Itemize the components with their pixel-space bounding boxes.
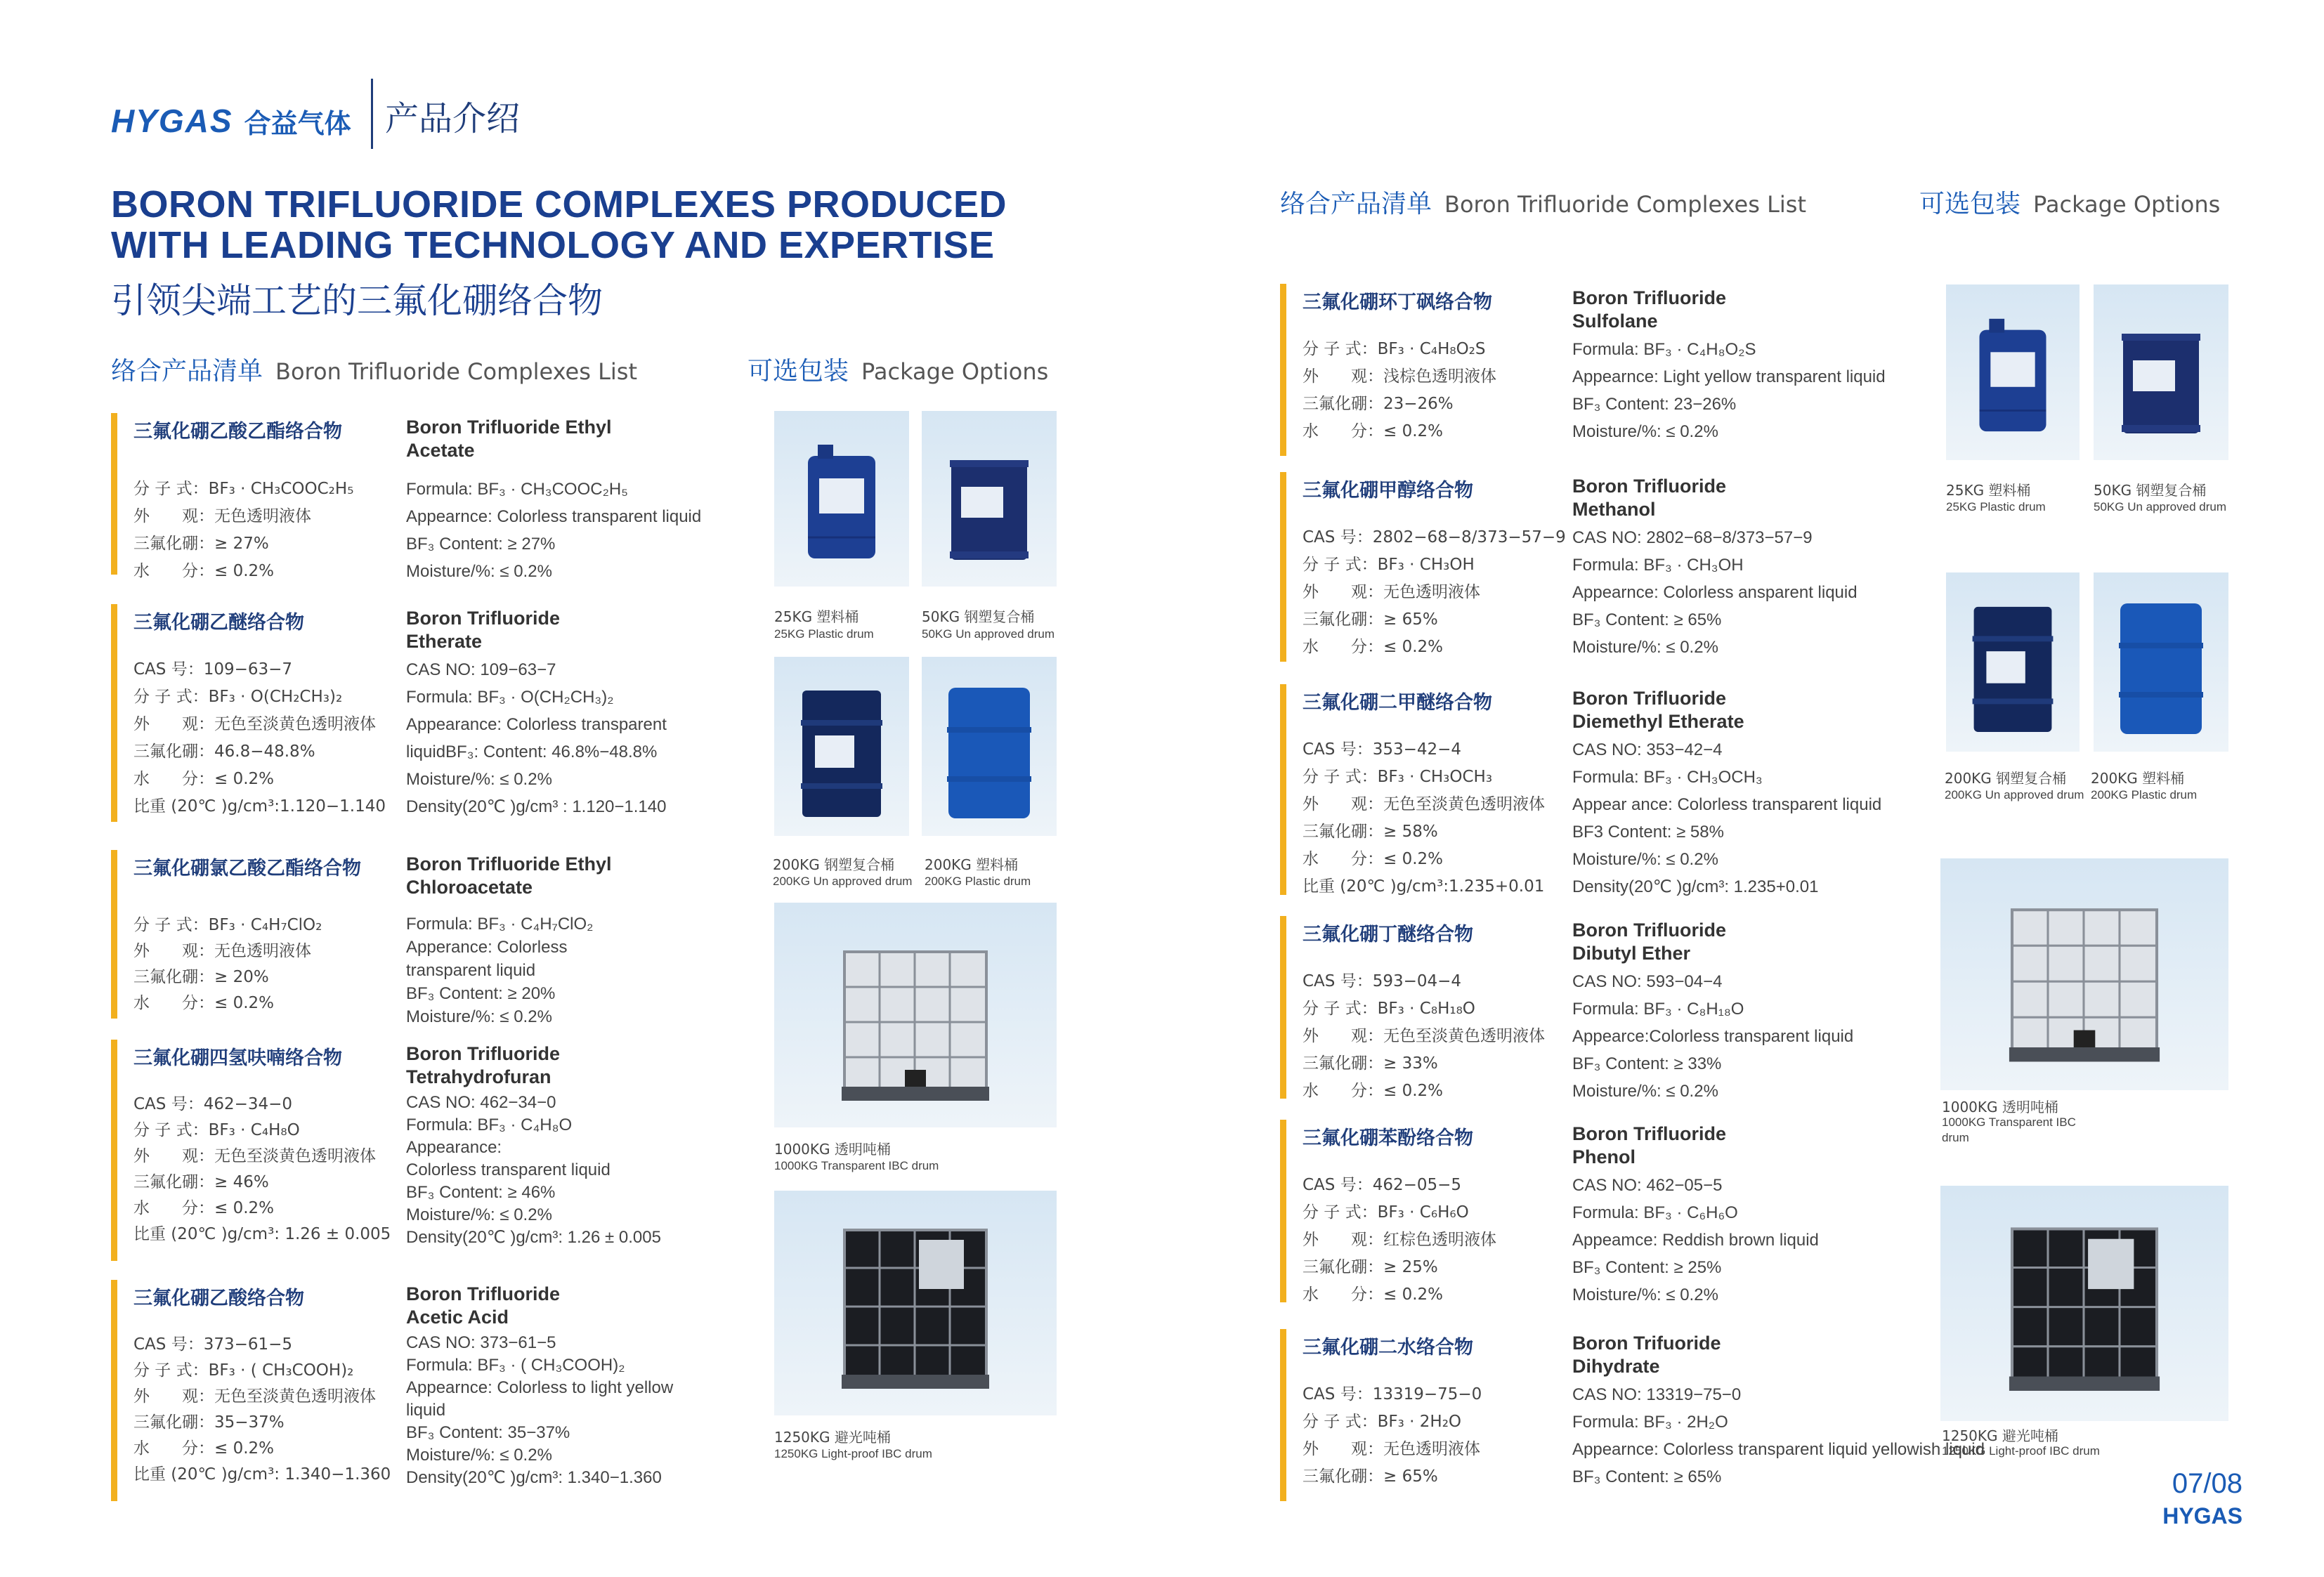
spec-row-en: CAS NO: 353−42−4 [1572, 740, 1723, 759]
spec-row-cn: 比重 (20℃ )g/cm³:1.235+0.01 [1303, 877, 1545, 896]
product-block [111, 416, 757, 581]
product-title-en [406, 1283, 560, 1329]
product-specs-cn [133, 656, 386, 820]
spec-row-en: Appearnce: Colorless transparent liquid yellowish liquid [1572, 1440, 1985, 1459]
package-image-200kg-plastic [922, 657, 1057, 836]
spec-row-en: Formula: BF₃ · CH₃COOC₂H₅ [406, 480, 628, 499]
package-caption-en: 200KG Plastic drum [925, 875, 1031, 888]
accent-bar [111, 850, 117, 1019]
spec-row-cn: 外 观：浅棕色透明液体 [1303, 367, 1496, 386]
spec-row-cn: CAS 号：109−63−7 [133, 660, 293, 679]
spec-row-en: BF₃ Content: ≥ 65% [1572, 610, 1722, 629]
spec-row-en: Formula: BF₃ · C₄H₈O₂S [1572, 340, 1756, 359]
spec-row-cn: 水 分：≤ 0.2% [1303, 850, 1444, 868]
spec-row-en: BF₃ Content: ≥ 46% [406, 1183, 556, 1202]
package-caption-en: 25KG Plastic drum [774, 627, 874, 641]
spec-row-en: Density(20℃ )g/cm³ : 1.120−1.140 [406, 797, 667, 816]
spec-row-cn: CAS 号：353−42−4 [1303, 740, 1462, 759]
spec-row-en: BF₃ Content: ≥ 27% [406, 535, 556, 554]
package-caption-en: drum [1942, 1131, 1969, 1144]
spec-row-cn: 三氟化硼：≥ 25% [1303, 1258, 1438, 1276]
spec-row-en: Appearce:Colorless transparent liquid [1572, 1027, 1854, 1046]
accent-bar [1280, 284, 1286, 456]
product-title-en [1572, 687, 1744, 733]
product-specs-en [1572, 524, 1858, 661]
accent-bar [1280, 472, 1286, 662]
spec-row-en: Appearance: [406, 1138, 502, 1157]
spec-row-en: CAS NO: 373−61−5 [406, 1333, 556, 1352]
spec-row-cn: 比重 (20℃ )g/cm³: 1.340−1.360 [133, 1465, 391, 1484]
headline-cn: 引领尖端工艺的三氟化硼络合物 [111, 280, 603, 321]
spec-row-cn: 水 分：≤ 0.2% [133, 770, 275, 788]
spec-row-cn: 外 观：红棕色透明液体 [1303, 1231, 1496, 1249]
spec-row-cn: 分 子 式：BF₃ · 2H₂O [1303, 1413, 1462, 1431]
spec-row-en: CAS NO: 109−63−7 [406, 660, 556, 679]
spec-row-en: BF₃ Content: ≥ 33% [1572, 1054, 1722, 1073]
package-header-cn: 可选包装 [1919, 190, 2021, 218]
package-header-left [748, 351, 1048, 387]
spec-row-cn: 三氟化硼：23−26% [1303, 395, 1454, 413]
spec-row-en: CAS NO: 2802−68−8/373−57−9 [1572, 528, 1813, 547]
product-title-en-line: Boron Trifluoride Ethyl [406, 417, 612, 438]
package-caption-cn: 1000KG 透明吨桶 [774, 1141, 891, 1158]
header-divider [371, 79, 373, 149]
spec-row-en: CAS NO: 13319−75−0 [1572, 1385, 1742, 1404]
spec-row-cn: 外 观：无色透明液体 [1303, 583, 1480, 601]
package-image-1250kg-ibc [774, 1191, 1057, 1415]
product-specs-cn [1303, 1381, 1482, 1491]
product-specs-en [1572, 336, 1886, 445]
package-image-200kg-plastic [2094, 572, 2228, 752]
spec-row-en: Appearnce: Colorless ansparent liquid [1572, 583, 1858, 602]
product-specs-cn [133, 1092, 391, 1248]
spec-row-cn: 水 分：≤ 0.2% [133, 1199, 275, 1217]
spec-row-cn: 三氟化硼：≥ 58% [1303, 823, 1438, 841]
spec-row-en: Moisture/%: ≤ 0.2% [406, 562, 552, 581]
spec-row-en: transparent liquid [406, 961, 536, 980]
spec-row-cn: 三氟化硼：≥ 65% [1303, 1467, 1438, 1486]
list-header-en: Boron Trifluoride Complexes List [1444, 191, 1806, 218]
product-specs-en [406, 912, 593, 1028]
headline [111, 184, 1007, 266]
spec-row-en: Moisture/%: ≤ 0.2% [1572, 638, 1718, 657]
product-title-en-line: Acetate [406, 440, 475, 461]
product-title-cn: 三氟化硼环丁砜络合物 [1303, 292, 1492, 313]
spec-row-en: BF₃ Content: 35−37% [406, 1423, 570, 1442]
product-title-en-line: Boron Trifluoride [1572, 287, 1726, 308]
product-title-cn: 三氟化硼二水络合物 [1303, 1337, 1473, 1359]
product-block [111, 607, 757, 825]
spec-row-cn: 外 观：无色透明液体 [133, 507, 311, 525]
package-caption-en: 25KG Plastic drum [1946, 500, 2046, 513]
spec-row-en: Formula: BF₃ · 2H₂O [1572, 1413, 1728, 1432]
product-specs-en [1572, 968, 1853, 1105]
list-header-cn: 络合产品清单 [111, 357, 263, 386]
spec-row-cn: 三氟化硼：≥ 33% [1303, 1054, 1438, 1073]
list-header-left [111, 351, 637, 387]
product-title-en-line: Dihydrate [1572, 1356, 1660, 1377]
spec-row-cn: 分 子 式：BF₃ · CH₃OCH₃ [1303, 768, 1493, 786]
spec-row-cn: 水 分：≤ 0.2% [1303, 638, 1444, 656]
package-caption-en: 1250KG Light-proof IBC drum [1942, 1444, 2100, 1458]
product-title-en-line: Chloroacetate [406, 877, 533, 898]
product-title-en-line: Etherate [406, 631, 483, 652]
list-header-cn: 络合产品清单 [1280, 190, 1432, 218]
spec-row-cn: CAS 号：373−61−5 [133, 1335, 293, 1354]
spec-row-cn: 分 子 式：BF₃ · CH₃OH [1303, 556, 1475, 574]
list-header-right [1280, 184, 1806, 220]
package-caption-cn: 200KG 塑料桶 [2091, 770, 2185, 787]
package-caption-en: 50KG Un approved drum [2094, 500, 2226, 513]
package-header-cn: 可选包装 [748, 357, 849, 386]
package-caption-cn: 1000KG 透明吨桶 [1942, 1099, 2058, 1115]
product-title-en-line: Sulfolane [1572, 310, 1658, 332]
product-specs-en [406, 1092, 661, 1249]
package-header-en: Package Options [861, 358, 1049, 385]
spec-row-cn: 水 分：≤ 0.2% [133, 562, 275, 580]
product-specs-cn [133, 1332, 391, 1488]
spec-row-en: Density(20℃ )g/cm³: 1.235+0.01 [1572, 877, 1819, 896]
spec-row-cn: 三氟化硼：46.8−48.8% [133, 742, 315, 761]
package-caption-cn: 200KG 钢塑复合桶 [1945, 770, 2067, 787]
spec-row-cn: 三氟化硼：35−37% [133, 1413, 285, 1432]
product-specs-cn [133, 912, 322, 1016]
spec-row-en: Formula: BF₃ · C₄H₈O [406, 1115, 573, 1134]
product-title-en-line: Phenol [1572, 1146, 1636, 1167]
package-image-50kg [922, 411, 1057, 587]
spec-row-en: Formula: BF₃ · CH₃OCH₃ [1572, 768, 1763, 787]
package-image-1250kg-ibc [1940, 1186, 2228, 1421]
package-caption-cn: 200KG 塑料桶 [925, 856, 1019, 873]
spec-row-cn: 分 子 式：BF₃ · O(CH₂CH₃)₂ [133, 688, 343, 706]
product-title-en-line: Boron Trifluoride [1572, 688, 1726, 709]
spec-row-en: Formula: BF₃ · C₈H₁₈O [1572, 1000, 1744, 1019]
product-specs-en [1572, 1381, 1985, 1491]
product-specs-cn [1303, 1172, 1496, 1309]
package-image-200kg-steel [774, 657, 909, 836]
product-title-en [406, 607, 560, 653]
spec-row-cn: 比重 (20℃ )g/cm³:1.120−1.140 [133, 797, 386, 816]
spec-row-en: CAS NO: 462−34−0 [406, 1093, 556, 1112]
logo-text-en: HYGAS [111, 103, 233, 139]
spec-row-cn: 分 子 式：BF₃ · C₈H₁₈O [1303, 1000, 1475, 1018]
product-title-cn: 三氟化硼乙酸络合物 [133, 1288, 304, 1309]
package-image-25kg [1946, 284, 2080, 460]
spec-row-cn: 三氟化硼：≥ 20% [133, 968, 269, 986]
package-image-1000kg-ibc [1940, 858, 2228, 1090]
spec-row-en: Appearnce: Light yellow transparent liquid [1572, 367, 1886, 386]
package-header-en: Package Options [2033, 191, 2221, 218]
spec-row-en: Formula: BF₃ · C₆H₆O [1572, 1203, 1738, 1222]
product-title-en-line: Boron Trifluoride [1572, 920, 1726, 941]
list-header-en: Boron Trifluoride Complexes List [275, 358, 637, 385]
spec-row-en: Colorless transparent liquid [406, 1160, 611, 1179]
package-caption-en: 1000KG Transparent IBC [1942, 1115, 2076, 1129]
product-block [1280, 287, 1926, 459]
spec-row-en: Moisture/%: ≤ 0.2% [1572, 1082, 1718, 1101]
product-specs-en [1572, 736, 1881, 901]
spec-row-en: Appear ance: Colorless transparent liquid [1572, 795, 1882, 814]
spec-row-cn: 三氟化硼：≥ 65% [1303, 610, 1438, 629]
product-title-en [406, 416, 612, 462]
spec-row-en: Apperance: Colorless [406, 938, 568, 957]
spec-row-en: Appeamce: Reddish brown liquid [1572, 1231, 1819, 1250]
spec-row-cn: CAS 号：2802−68−8/373−57−9 [1303, 528, 1566, 547]
spec-row-cn: 分 子 式：BF₃ · ( CH₃COOH)₂ [133, 1361, 354, 1380]
product-title-cn: 三氟化硼乙醚络合物 [133, 612, 304, 634]
product-specs-cn [1303, 336, 1496, 445]
product-specs-cn [1303, 736, 1545, 901]
product-specs-cn [133, 476, 353, 585]
product-specs-en [1572, 1172, 1819, 1309]
product-title-cn: 三氟化硼二甲醚络合物 [1303, 692, 1492, 714]
product-title-cn: 三氟化硼甲醇络合物 [1303, 480, 1473, 502]
package-caption-cn: 50KG 钢塑复合桶 [2094, 482, 2207, 499]
spec-row-cn: 外 观：无色至淡黄色透明液体 [1303, 795, 1545, 813]
package-caption-cn: 1250KG 避光吨桶 [1942, 1427, 2058, 1444]
spec-row-en: Formula: BF₃ · C₄H₇ClO₂ [406, 915, 594, 934]
spec-row-en: Density(20℃ )g/cm³: 1.340−1.360 [406, 1468, 662, 1487]
package-header-right [1919, 184, 2220, 220]
spec-row-cn: 比重 (20℃ )g/cm³: 1.26 ± 0.005 [133, 1225, 391, 1243]
spec-row-en: Moisture/%: ≤ 0.2% [406, 1205, 552, 1224]
spec-row-cn: 外 观：无色至淡黄色透明液体 [133, 1147, 376, 1165]
spec-row-cn: 外 观：无色至淡黄色透明液体 [133, 715, 376, 733]
product-title-en-line: Boron Trifluoride [1572, 1123, 1726, 1144]
spec-row-en: Moisture/%: ≤ 0.2% [1572, 850, 1718, 869]
package-caption-cn: 25KG 塑料桶 [774, 608, 859, 625]
product-title-en-line: Boron Trifluoride [406, 1283, 560, 1304]
product-block [1280, 687, 1926, 898]
product-title-cn: 三氟化硼苯酚络合物 [1303, 1127, 1473, 1149]
spec-row-cn: 外 观：无色透明液体 [1303, 1440, 1480, 1458]
spec-row-cn: CAS 号：462−34−0 [133, 1095, 293, 1113]
package-caption-en: 200KG Un approved drum [1945, 788, 2084, 801]
package-caption-cn: 200KG 钢塑复合桶 [773, 856, 895, 873]
spec-row-en: CAS NO: 462−05−5 [1572, 1176, 1723, 1195]
logo [111, 100, 351, 142]
spec-row-en: Moisture/%: ≤ 0.2% [1572, 1285, 1718, 1304]
spec-row-en: Moisture/%: ≤ 0.2% [406, 1007, 552, 1026]
package-image-50kg [2094, 284, 2228, 460]
headline-line-1: BORON TRIFLUORIDE COMPLEXES PRODUCED [111, 183, 1007, 225]
spec-row-cn: 三氟化硼：≥ 46% [133, 1173, 269, 1191]
spec-row-en: Appearnce: Colorless to light yellow [406, 1378, 674, 1397]
spec-row-en: Density(20℃ )g/cm³: 1.26 ± 0.005 [406, 1228, 661, 1247]
spec-row-cn: 外 观：无色透明液体 [133, 942, 311, 960]
spec-row-cn: CAS 号：13319−75−0 [1303, 1385, 1482, 1403]
spec-row-cn: 水 分：≤ 0.2% [133, 1439, 275, 1458]
spec-row-cn: CAS 号：462−05−5 [1303, 1176, 1462, 1194]
spec-row-en: BF₃ Content: ≥ 25% [1572, 1258, 1722, 1277]
product-title-en-line: Boron Trifluoride [406, 1043, 560, 1064]
spec-row-en: Appearnce: Colorless transparent liquid [406, 507, 702, 526]
accent-bar [1280, 1329, 1286, 1501]
accent-bar [1280, 684, 1286, 895]
product-title-cn: 三氟化硼乙酸乙酯络合物 [133, 421, 342, 443]
product-title-en-line: Methanol [1572, 499, 1656, 520]
product-title-en-line: Boron Trifluoride [1572, 476, 1726, 497]
accent-bar [111, 1040, 117, 1261]
accent-bar [1280, 916, 1286, 1099]
spec-row-cn: 分 子 式：BF₃ · C₄H₈O₂S [1303, 340, 1486, 358]
accent-bar [111, 1280, 117, 1501]
product-title-en [406, 853, 612, 899]
spec-row-en: Moisture/%: ≤ 0.2% [1572, 422, 1718, 441]
spec-row-cn: 分 子 式：BF₃ · C₄H₇ClO₂ [133, 916, 322, 934]
spec-row-cn: 水 分：≤ 0.2% [133, 994, 275, 1012]
spec-row-en: Moisture/%: ≤ 0.2% [406, 770, 552, 789]
package-caption-cn: 1250KG 避光吨桶 [774, 1429, 891, 1446]
product-title-en-line: Boron Trifluoride Ethyl [406, 853, 612, 875]
product-title-en [1572, 1332, 1721, 1378]
product-title-cn: 三氟化硼氯乙酸乙酯络合物 [133, 858, 361, 879]
spec-row-cn: 分 子 式：BF₃ · C₆H₆O [1303, 1203, 1469, 1222]
spec-row-cn: 三氟化硼：≥ 27% [133, 535, 269, 553]
spec-row-en: BF₃ Content: ≥ 20% [406, 984, 556, 1003]
spec-row-en: Moisture/%: ≤ 0.2% [406, 1446, 552, 1465]
product-title-en-line: Tetrahydrofuran [406, 1066, 551, 1087]
package-caption-cn: 50KG 钢塑复合桶 [922, 608, 1035, 625]
product-specs-en [406, 656, 667, 820]
product-title-en-line: Acetic Acid [406, 1307, 509, 1328]
product-block [111, 853, 757, 1026]
product-block [1280, 1332, 1985, 1504]
spec-row-en: Formula: BF₃ · CH₃OH [1572, 556, 1744, 575]
package-image-25kg [774, 411, 909, 587]
spec-row-cn: 水 分：≤ 0.2% [1303, 1082, 1444, 1100]
spec-row-en: Appearance: Colorless transparent [406, 715, 667, 734]
accent-bar [111, 413, 117, 575]
spec-row-en: liquid [406, 1401, 446, 1420]
section-title: 产品介绍 [385, 99, 521, 138]
product-block [1280, 1123, 1926, 1305]
spec-row-cn: 分 子 式：BF₃ · CH₃COOC₂H₅ [133, 480, 354, 498]
spec-row-cn: 分 子 式：BF₃ · C₄H₈O [133, 1121, 300, 1139]
spec-row-cn: 水 分：≤ 0.2% [1303, 422, 1444, 440]
logo-text-cn: 合益气体 [244, 107, 351, 139]
spec-row-en: BF3 Content: ≥ 58% [1572, 823, 1724, 842]
product-specs-en [406, 476, 701, 585]
package-caption-cn: 25KG 塑料桶 [1946, 482, 2031, 499]
product-block [111, 1042, 757, 1264]
spec-row-cn: CAS 号：593−04−4 [1303, 972, 1462, 990]
spec-row-en: liquidBF₃: Content: 46.8%−48.8% [406, 742, 658, 761]
product-title-en [1572, 919, 1726, 965]
product-specs-cn [1303, 968, 1545, 1105]
product-block [1280, 919, 1926, 1101]
package-caption-en: 200KG Plastic drum [2091, 788, 2198, 801]
product-block [111, 1283, 757, 1504]
product-title-en [1572, 287, 1726, 333]
product-specs-cn [1303, 524, 1566, 661]
product-title-en [1572, 1123, 1726, 1169]
spec-row-cn: 外 观：无色至淡黄色透明液体 [133, 1387, 376, 1406]
spec-row-cn: 外 观：无色至淡黄色透明液体 [1303, 1027, 1545, 1045]
package-caption-en: 200KG Un approved drum [773, 875, 913, 888]
page-number: 07/08 [2172, 1468, 2243, 1499]
headline-line-2: WITH LEADING TECHNOLOGY AND EXPERTISE [111, 224, 995, 266]
product-title-en [406, 1042, 560, 1089]
spec-row-en: Formula: BF₃ · ( CH₃COOH)₂ [406, 1356, 625, 1375]
product-title-cn: 三氟化硼丁醚络合物 [1303, 924, 1473, 945]
product-title-en-line: Boron Trifluoride [406, 608, 560, 629]
accent-bar [1280, 1120, 1286, 1302]
product-title-en [1572, 475, 1726, 521]
spec-row-en: Formula: BF₃ · O(CH₂CH₃)₂ [406, 688, 614, 707]
package-caption-en: 1250KG Light-proof IBC drum [774, 1447, 932, 1460]
product-title-en-line: Dibutyl Ether [1572, 943, 1691, 964]
footer-brand: HYGAS [2162, 1503, 2243, 1529]
product-specs-en [406, 1332, 673, 1489]
package-caption-en: 1000KG Transparent IBC drum [774, 1159, 939, 1172]
package-image-1000kg-ibc [774, 903, 1057, 1127]
spec-row-en: BF₃ Content: ≥ 65% [1572, 1467, 1722, 1486]
product-title-en-line: Boron Trifuoride [1572, 1333, 1721, 1354]
spec-row-en: CAS NO: 593−04−4 [1572, 972, 1723, 991]
accent-bar [111, 604, 117, 822]
package-caption-en: 50KG Un approved drum [922, 627, 1055, 641]
package-image-200kg-steel [1946, 572, 2080, 752]
spec-row-en: BF₃ Content: 23−26% [1572, 395, 1737, 414]
product-block [1280, 475, 1926, 665]
product-title-cn: 三氟化硼四氢呋喃络合物 [133, 1047, 342, 1069]
spec-row-cn: 水 分：≤ 0.2% [1303, 1285, 1444, 1304]
product-title-en-line: Diemethyl Etherate [1572, 711, 1744, 732]
